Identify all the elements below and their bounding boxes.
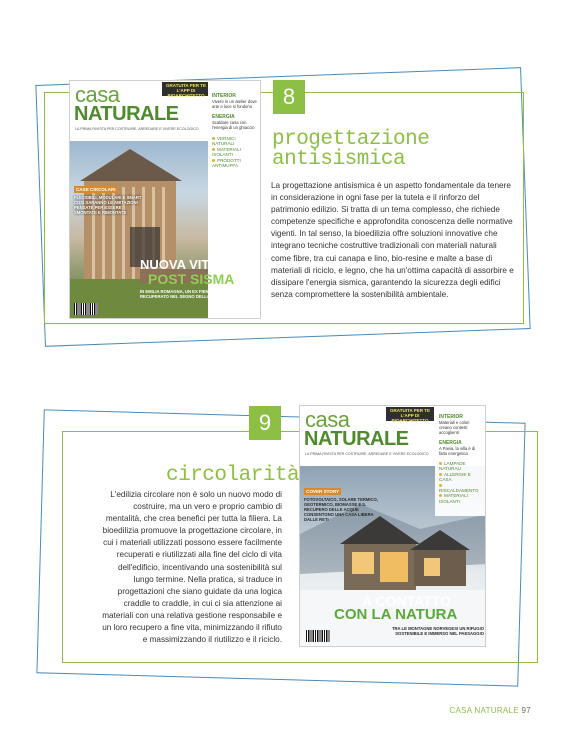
- cover-tag-text: FOTOVOLTAICO, SOLARE TERMICO, GEOTERMICO, BIOMASSE E IL RECUPERO DELLE ACQUE CONSENTONO UNA CASA LIBERA DALLE RETI: [304, 497, 378, 522]
- cover-item: RISCALDAMENTO: [439, 483, 482, 494]
- cover-logo-casa: casa: [75, 82, 120, 107]
- magazine-cover-9: [299, 405, 486, 647]
- cover-headline-1: NUOVA VITA: [140, 257, 218, 272]
- cover-item: LAMPADE NATURALI: [439, 461, 466, 472]
- section-9-body: L'edilizia circolare non è solo un nuovo modo di costruire, ma un vero e proprio cambio di mentalità, che crea benefici per tutta la filiera. La bioedilizia promuove la progettazione circolare, in cui i materiali utilizzati possono essere facilmente recuperati e riutilizzati alla fine del ciclo di vita dell'edificio, incentivando una sostenibilità sul lungo termine. Nella pratica, si traduce in progettazioni che siano guidate da una logica craddle to craddle, in cui ci sia attenzione ai materiali con una relativa gestione responsabile e un loro recupero a fine vita, minimizzando il rifiuto e massimizzando il riutilizzo e il riciclo.: [102, 490, 282, 645]
- cover-energia-heading: ENERGIA: [439, 440, 462, 446]
- page-footer: [449, 706, 531, 715]
- cover-barcode: [74, 303, 98, 315]
- cover-app-badge: GRATUITA PER TE L'APP DI BIOARCHITETTO: [386, 407, 434, 421]
- cover-item: PRODOTTI ANTIMUFFA: [212, 157, 241, 169]
- cover-headline-1: A CONTATTO: [362, 593, 451, 609]
- cover-item: MATERIALI ISOLANTI: [439, 493, 468, 504]
- cover-item: ALLERGIE E CASA: [439, 471, 471, 483]
- cover-logo-naturale: NATURALE: [74, 103, 179, 125]
- cover-app-badge: GRATUITA PER TE L'APP DI BIOARCHITETTO: [162, 82, 210, 96]
- section-8-title-line-1: progettazione: [272, 128, 430, 151]
- cover-interior-text: Materiali e colori creano contesti accoglienti: [439, 420, 470, 435]
- cover-energia-heading: ENERGIA: [212, 114, 235, 120]
- cover-interior-heading: INTERIOR: [212, 93, 236, 99]
- cover-tag-text: FLESSIBILI, MODULARI E SMART COSÌ SARANNO LE ABITAZIONI PENSATE PER ESSERE SMONTATE E RIMONTATE: [74, 195, 142, 215]
- cover-interior-text: Vivere in un atelier dove arte e luce si fondono: [212, 99, 257, 109]
- section-number-badge: 9: [249, 406, 281, 440]
- cover-item: VERNICI NATURALI: [212, 136, 236, 147]
- cover-subheadline: TRA LE MONTAGNE NORVEGESI UN RIFUGIO SOSTENIBILE E IMMERSO NEL PAESAGGIO: [391, 626, 484, 636]
- cover-logo-naturale: NATURALE: [304, 428, 409, 450]
- cover-item-list: [212, 136, 257, 168]
- cover-headline-2: CON LA NATURA: [334, 606, 458, 623]
- cover-tag: COVER STORY: [306, 489, 340, 494]
- magazine-cover-8: [69, 80, 261, 319]
- cover-logo-casa: casa: [305, 407, 350, 432]
- section-9-title: circolarità: [166, 464, 300, 487]
- section-8-title-line-2: antisismica: [272, 148, 406, 171]
- cover-headline-2: POST SISMA: [148, 271, 235, 287]
- section-8-body: La progettazione antisismica è un aspetto fondamentale da tenere in considerazione in ogni fase per la tutela e il rinforzo del patrimonio edilizio. Si tratta di un tema complesso, che richiede competenze specifiche e approfondita conoscenza delle normative vigenti. In tal senso, la bioedilizia offre soluzioni innovative che integrano tecniche costruttive tradizionali con materiali naturali come fibre, tra cui canapa e lino, bio-resine e malte a base di materiali di riciclo, e legno, che ha un'ottima capacità di assorbire e dissipare l'energia sismica, garantendo la sicurezza degli edifici senza compromettere la sostenibilità ambientale.: [271, 181, 514, 299]
- cover-interior-heading: INTERIOR: [439, 414, 463, 420]
- cover-barcode: [306, 630, 330, 642]
- section-8-title: [272, 130, 502, 170]
- cover-energia-text: A Pavia, la villa è di fatto energetica: [439, 446, 476, 456]
- cover-tag: CASE CIRCOLARI: [76, 187, 116, 192]
- section-number-badge: 8: [273, 80, 305, 114]
- cover-subheadline: IN EMILIA ROMAGNA, UN EX FIENILE È STATO RECUPERATO NEL SEGNO DELLA CONTINUITÀ: [140, 289, 237, 299]
- cover-tagline: LA PRIMA RIVISTA PER COSTRUIRE, ARREDARE E VIVERE ECOLOGICO: [75, 127, 199, 131]
- cover-item: MATERIALI ISOLANTI: [212, 146, 241, 158]
- page-number: 97: [521, 706, 531, 715]
- cover-energia-text: Scaldare casa con l'energia di un ghiaccio: [212, 120, 255, 130]
- cover-side-panel: [435, 406, 485, 516]
- cover-item-list: [439, 461, 482, 504]
- cover-tagline: LA PRIMA RIVISTA PER COSTRUIRE, ARREDARE E VIVERE ECOLOGICO: [305, 452, 429, 456]
- footer-magazine-name: CASA NATURALE: [449, 706, 519, 715]
